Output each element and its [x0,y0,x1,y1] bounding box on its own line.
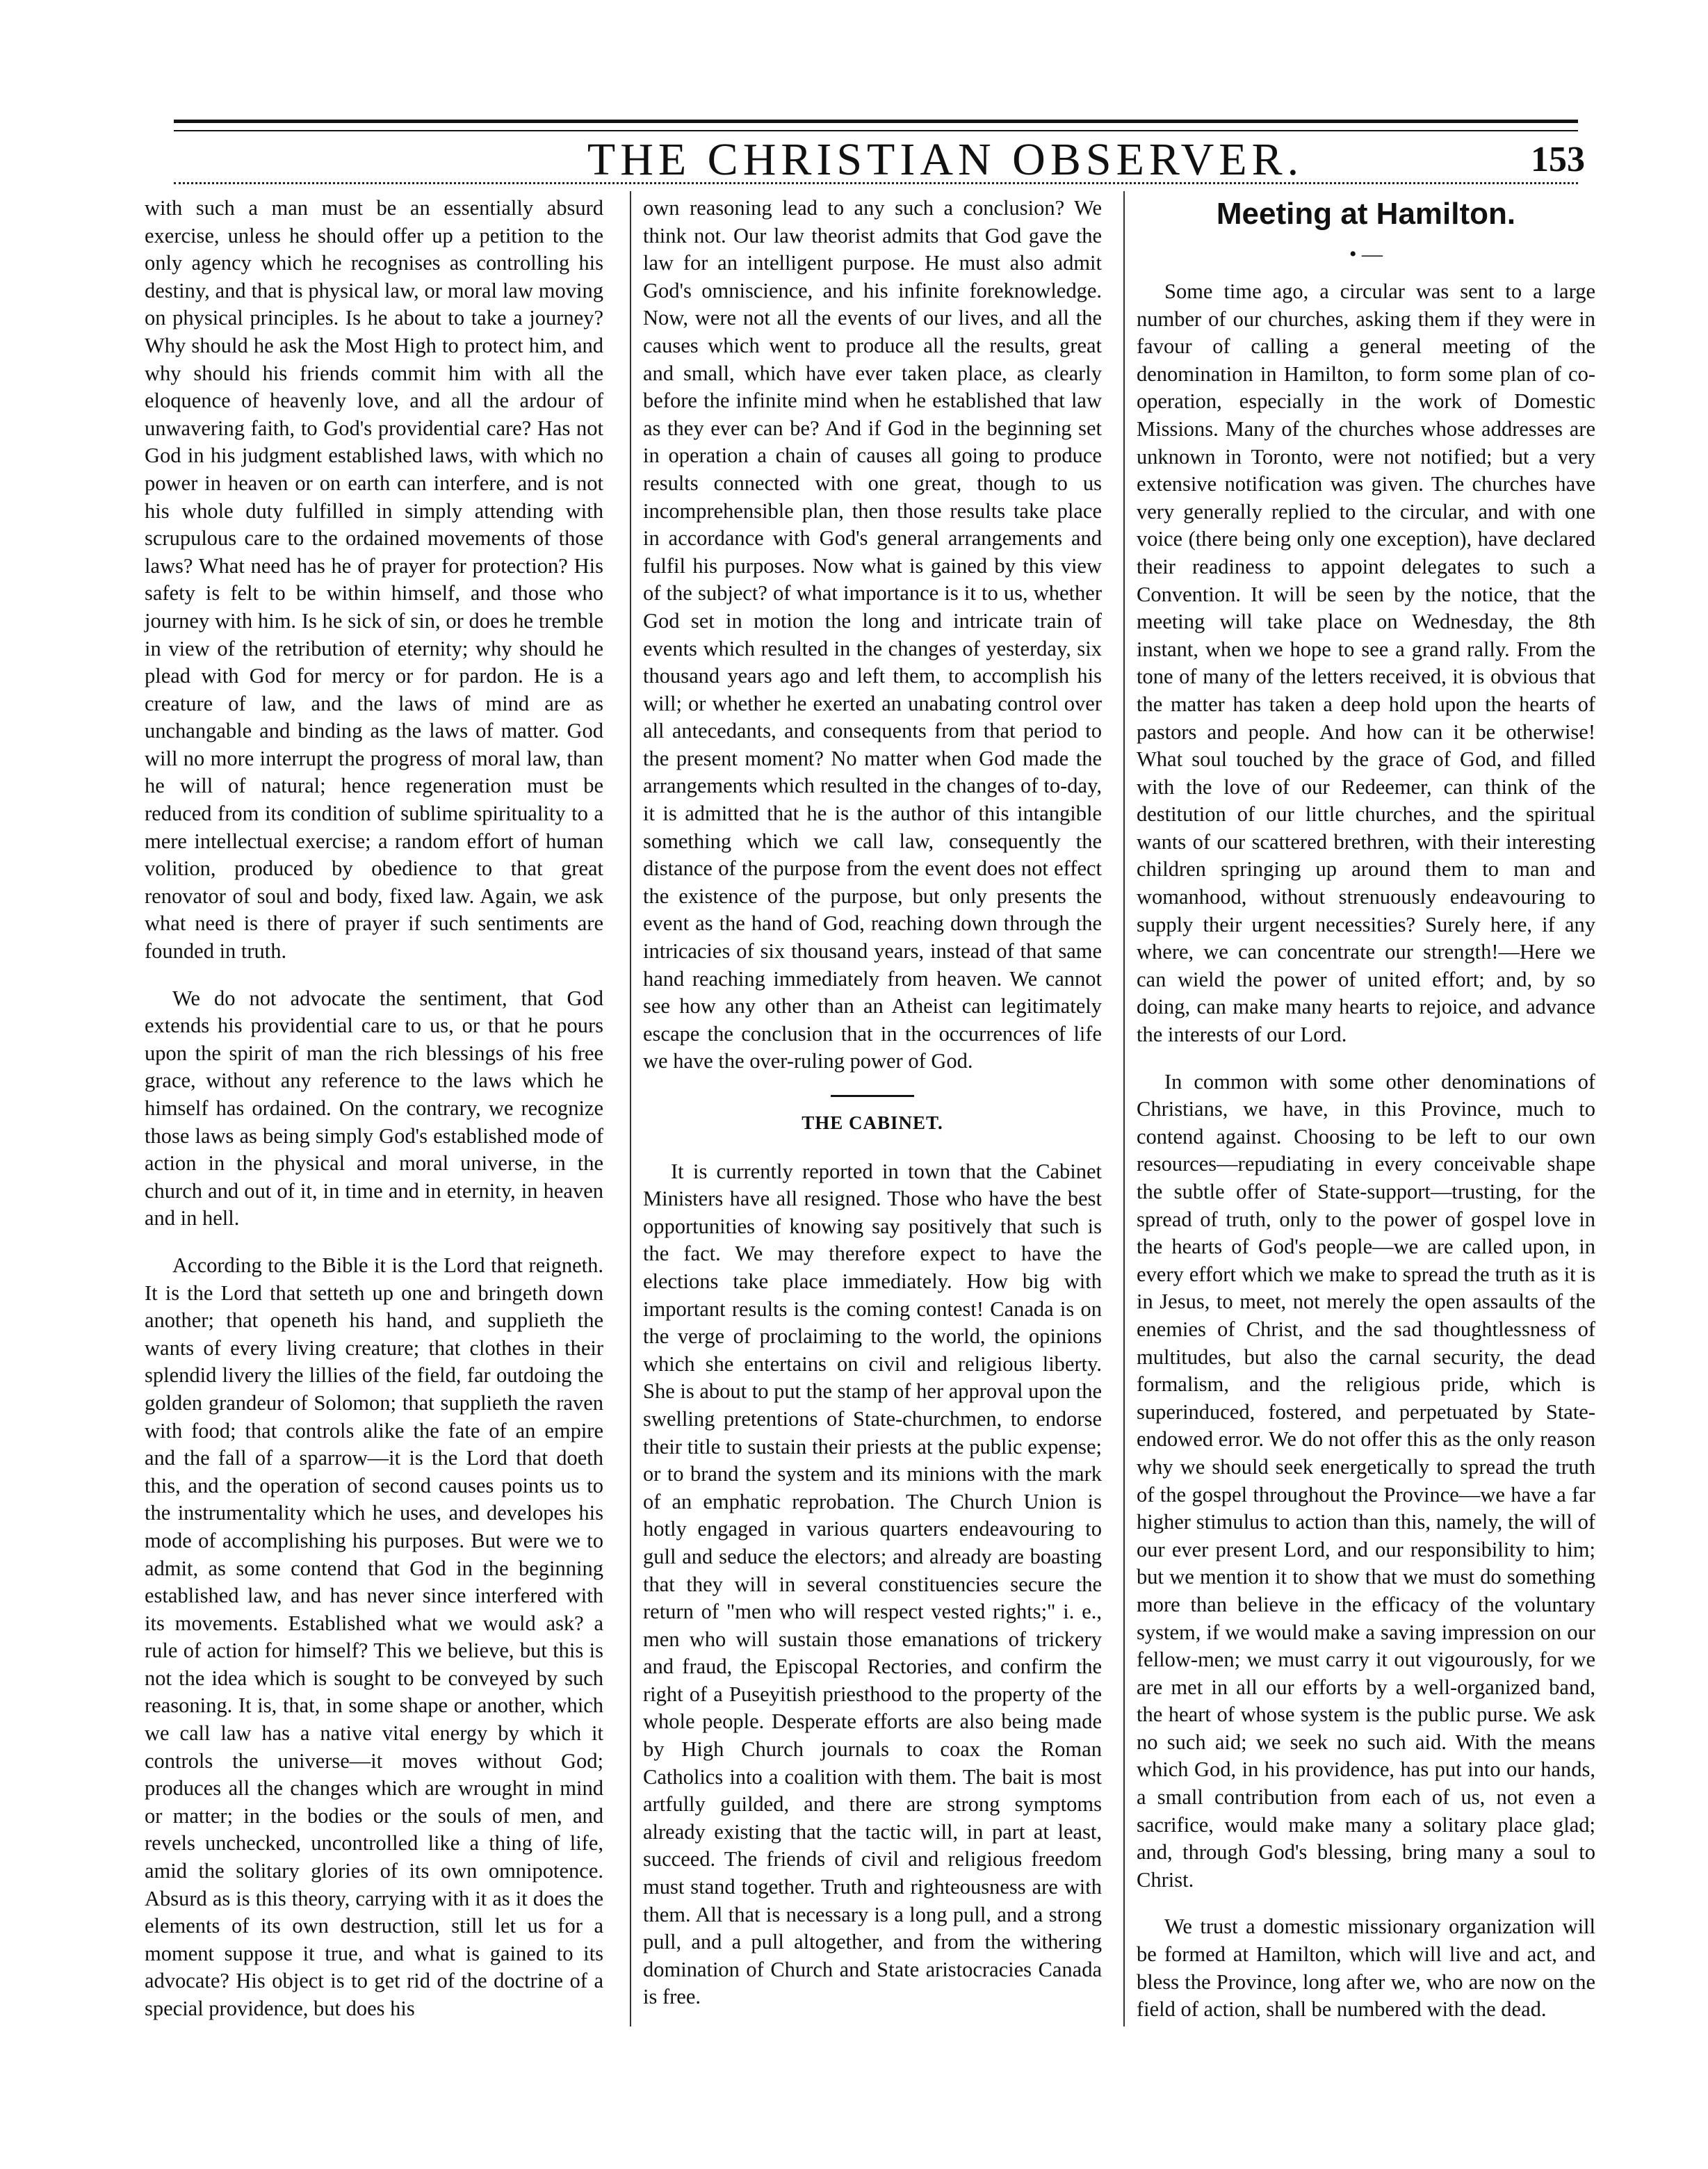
meeting-heading: Meeting at Hamilton. [1216,197,1516,231]
column-1 [145,195,603,2042]
header-rule [174,182,1578,184]
article-paragraph: According to the Bible it is the Lord that reigneth. It is the Lord that setteth up one and bringeth down another; that openeth his hand, and supplieth the wants of every living creature; that clothes in their splendid livery the lillies of the field, far outdoing the golden grandeur of Solomon; that supplieth the raven with food; that controls alike the fate of an empire and the fall of a sparrow—it is the Lord that doeth this, and the operation of second causes points us to the instrumentality which he uses, and developes his mode of accomplishing his purposes. But were we to admit, as some contend that God in the beginning established law, and has never since interfered with its movements. Established what we would ask? a rule of action for himself? This we believe, but this is not the idea which is sought to be conveyed by such reasoning. It is, that, in some shape or another, which we call law has a native vital energy by which it controls the universe—it moves without God; produces all the changes which are wrought in mind or matter; in the bodies or the souls of men, and revels unchecked, uncontrolled like a thing of life, amid the solitary glories of its own omnipotence. Absurd as is this theory, carrying with it as it does the elements of its own destruction, still let us for a moment suppose it true, and what is gained to its advocate? His object is to get rid of the doctrine of a special providence, but does his [145,1253,603,2020]
column-3 [1137,195,1595,2043]
column-divider-1 [630,191,631,2026]
cabinet-heading: THE CABINET. [643,1095,1102,1137]
meeting-paragraph: We trust a domestic missionary organization will be formed at Hamilton, which will live and act, and bless the Province, long after we, who are now on the field of action, shall be numbered with the dead. [1137,1915,1595,2022]
meeting-paragraph: Some time ago, a circular was sent to a large number of our churches, asking them if they were in favour of calling a general meeting of the denomination in Hamilton, to form some plan of co-operation, especially in the work of Domestic Missions. Many of the churches whose addresses are unknown in Toronto, were not notified; but a very extensive notification was given. The churches have very generally replied to the circular, and with one voice (there being only one exception), have declared their readiness to appoint delegates to such a Convention. It will be seen by the notice, that the meeting will take place on Wednesday, the 8th instant, when we hope to see a grand rally. From the tone of many of the letters received, it is obvious that the matter has taken a deep hold upon the hearts of pastors and people. And how can it be otherwise! What soul touched by the grace of God, and filled with the love of our Redeemer, can think of the destitution of our little churches, and the spiritual wants of our scattered brethren, with their interesting children springing up around them to man and womanhood, without strenuously endeavouring to supply their urgent necessities? Surely here, if any where, we can concentrate our strength!—Here we can wield the power of united effort; and, by so doing, can make many hearts to rejoice, and advance the interests of our Lord. [1137,279,1595,1047]
page-header [167,132,1585,188]
article-paragraph: We do not advocate the sentiment, that God extends his providential care to us, or that he pours upon the spirit of man the rich blessings of his free grace, without any reference to the laws which he himself has ordained. On the contrary, we recognize those laws as being simply God's established mode of action in the physical and moral universe, in the church and out of it, in time and in eternity, in heaven and in hell. [145,986,603,1230]
article-paragraph: with such a man must be an essentially absurd exercise, unless he should offer up a petition to the only agency which he recognises as controlling his destiny, and that is physical law, or moral law moving on physical principles. Is he about to take a journey? Why should he ask the Most High to protect him, and why should his friends commit him with all the eloquence of heavenly love, and all the ardour of unwavering faith, to God's providential care? Has not God in his judgment established laws, with which no power in heaven or on earth can interfere, and is not his whole duty fulfilled in simply attending with scrupulous care to the ordained movements of those laws? What need has he of prayer for protection? His safety is felt to be within himself, and those who journey with him. Is he sick of sin, or does he tremble in view of the retribution of eternity; why should he plead with God for mercy or for pardon. He is a creature of law, and the laws of mind are as unchangable and binding as the laws of matter. God will no more interrupt the progress of moral law, than he will of natural; hence regeneration must be reduced from its condition of sublime spirituality to a mere intellectual exercise; a random effort of human volition, produced by obedience to that great renovator of soul and body, fixed law. Again, we ask what need is there of prayer if such sentiments are founded in truth. [145,196,603,964]
cabinet-paragraph: It is currently reported in town that the Cabinet Ministers have all resigned. Those who have the best opportunities of knowing say positively that such is the fact. We may therefore expect to have the elections take place immediately. How big with important results is the coming contest! Canada is on the verge of proclaiming to the world, the opinions which she entertains on civil and religious liberty. She is about to put the stamp of her approval upon the swelling pretentions of State-churchmen, to endorse their title to sustain their priests at the public expense; or to brand the system and its minions with the mark of an emphatic reprobation. The Church Union is hotly engaged in various quarters endeavouring to gull and seduce the electors; and already are boasting that they will in several constituencies secure the return of "men who will respect vested rights;" i. e., men who will sustain those emanations of trickery and fraud, the Episcopal Rectories, and confirm the right of a Puseyitish priesthood to the property of the whole people. Desperate efforts are also being made by High Church journals to coax the Roman Catholics into a coalition with them. The bait is most artfully guilded, and there are strong symptoms already existing that the tactic will, in part at least, succeed. The friends of civil and religious freedom must stand together. Truth and righteousness are with them. All that is necessary is a long pull, and a strong pull, and a pull altogether, and from the withering domination of Church and State aristocracies Canada is free. [643,1159,1102,2009]
meeting-paragraph: In common with some other denominations of Christians, we have, in this Province, much to contend against. Choosing to be left to our own resources—repudiating in every conceivable shape the subtle offer of State-support—trusting, for the spread of truth, only to the power of gospel love in the hearts of God's people—we are called upon, in every effort which we make to spread the truth as it is in Jesus, to meet, not merely the open assaults of the enemies of Christ, and the sad thoughtlessness of multitudes, but also the carnal security, the dead formalism, and the religious pride, which is superinduced, fostered, and perpetuated by State-endowed error. We do not offer this as the only reason why we should seek energetically to spread the truth of the gospel throughout the Province—we have a far higher stimulus to action than this, namely, the will of our ever present Lord, and our responsibility to him; but we mention it to show that we must do something more than believe in the efficacy of the voluntary system, if we would make a saving impression on our fellow-men; we must carry it out vigourously, for we are met in all our efforts by a well-organized band, the heart of whose system is the public purse. We ask no such aid; we seek no such aid. With the means which God, in his providence, has put into our hands, a small contribution from each of us, not even a sacrifice, would make many a solitary place glad; and, through God's blessing, bring many a soul to Christ. [1137,1069,1595,1892]
top-double-rule [174,120,1578,131]
masthead-title: THE CHRISTIAN OBSERVER. [587,134,1304,185]
heading-ornament: • — [1349,243,1383,266]
column-divider-2 [1123,191,1125,2026]
article-paragraph: own reasoning lead to any such a conclusion? We think not. Our law theorist admits that God gave the law for an intelligent purpose. He must also admit God's omniscience, and his infinite foreknowledge. Now, were not all the events of our lives, and all the causes which went to produce all the results, great and small, which have ever taken place, as clearly before the infinite mind when he established that law as they ever can be? And if God in the beginning set in operation a chain of causes all going to produce results connected with one great, though to us incomprehensible plan, then those results take place in accordance with God's general arrangements and fulfil his purposes. Now what is gained by this view of the subject? of what importance is it to us, whether God set in motion the long and intricate train of events which resulted in the changes of yesterday, six thousand years ago and left them, to accomplish his will; or whether he exerted an unabating control over all antecedants, and consequents from that period to the present moment? No matter when God made the arrangements which resulted in the changes of to-day, it is admitted that he is the author of this intangible something which we call law, consequently the distance of the purpose from the event does not effect the existence of the purpose, but only presents the event as the hand of God, reaching down through the intricacies of six thousand years, instead of that same hand reaching immediately from heaven. We cannot see how any other than an Atheist can legitimately escape the conclusion that in the occurrences of life we have the over-ruling power of God. [643,196,1102,1073]
page-number: 153 [1531,140,1585,179]
column-2 [643,195,1102,2031]
